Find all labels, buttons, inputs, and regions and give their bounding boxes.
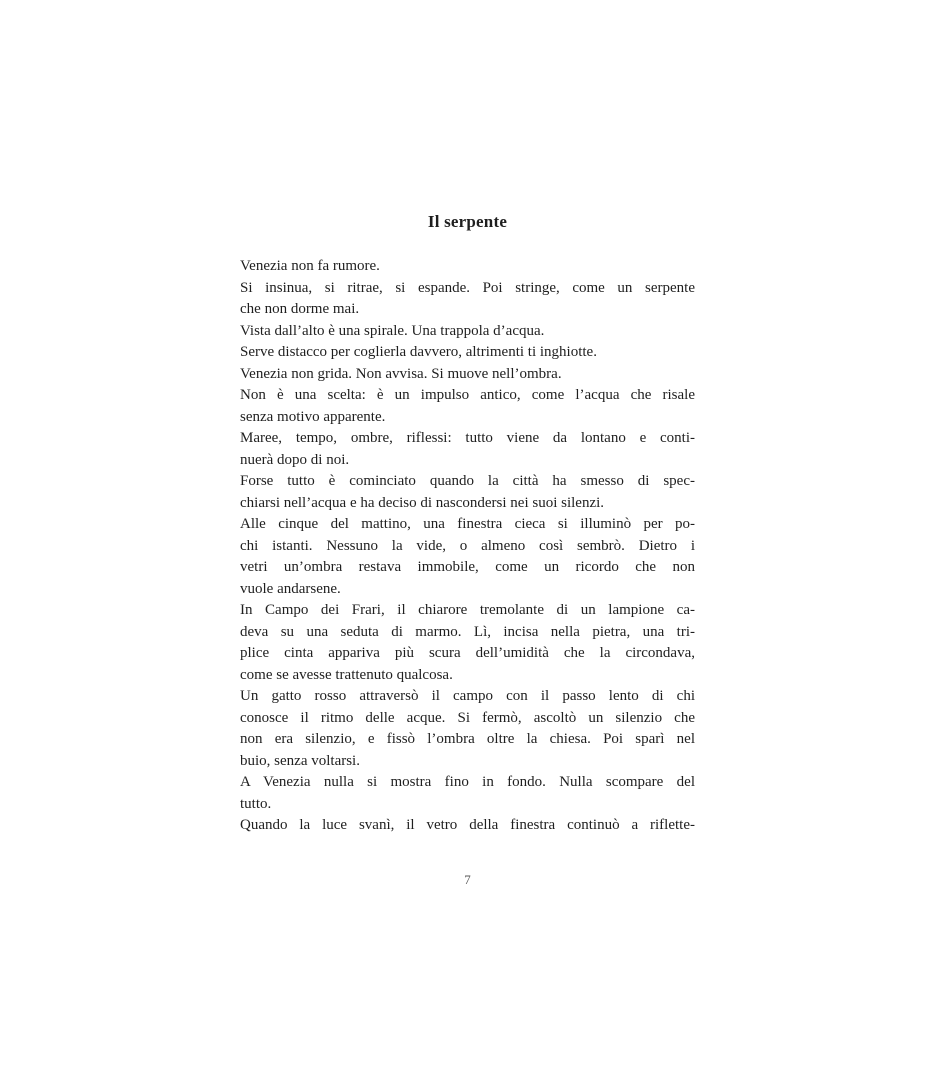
text-line: senza motivo apparente.: [240, 408, 386, 425]
text-line: Vista dall’alto è una spirale. Una trappola d’acqua.: [240, 322, 545, 339]
text-line: chiarsi nell’acqua e ha deciso di nascondersi nei suoi silenzi.: [240, 494, 605, 511]
text-line: che non dorme mai.: [240, 301, 360, 317]
text-line: chi istanti. Nessuno la vide, o almeno così sembrò. Dietro i: [240, 537, 695, 554]
text-line: Si insinua, si ritrae, si espande. Poi stringe, come un serpente: [240, 279, 695, 296]
text-line: nuerà dopo di noi.: [240, 451, 350, 468]
text-line: Serve distacco per coglierla davvero, altrimenti ti inghiotte.: [240, 344, 597, 360]
text-line: Non è una scelta: è un impulso antico, come l’acqua che risale: [240, 387, 695, 403]
text-line: deva su una seduta di marmo. Lì, incisa nella pietra, una tri-: [240, 623, 695, 640]
text-line: Un gatto rosso attraversò il campo con il passo lento di chi: [240, 688, 695, 704]
body-text: [240, 256, 695, 837]
page-number: 7: [464, 872, 471, 887]
text-line: In Campo dei Frari, il chiarore tremolante di un lampione ca-: [240, 602, 695, 618]
text-line: vuole andarsene.: [240, 580, 341, 597]
text-line: conosce il ritmo delle acque. Si fermò, ascoltò un silenzio che: [240, 709, 695, 726]
text-line: Maree, tempo, ombre, riflessi: tutto viene da lontano e conti-: [240, 430, 695, 446]
text-line: A Venezia nulla si mostra fino in fondo. Nulla scompare del: [240, 774, 695, 790]
text-line: non era silenzio, e fissò l’ombra oltre la chiesa. Poi sparì nel: [240, 731, 695, 747]
text-line: tutto.: [240, 795, 272, 812]
text-line: come se avesse trattenuto qualcosa.: [240, 666, 453, 683]
chapter-title: Il serpente: [427, 212, 508, 231]
text-line: buio, senza voltarsi.: [240, 752, 360, 769]
text-line: plice cinta appariva più scura dell’umidità che la circondava,: [240, 645, 695, 661]
text-line: Alle cinque del mattino, una finestra cieca si illuminò per po-: [240, 516, 695, 532]
text-line: Quando la luce svanì, il vetro della finestra continuò a riflette-: [240, 817, 695, 833]
text-line: Venezia non grida. Non avvisa. Si muove nell’ombra.: [240, 365, 562, 382]
text-line: Forse tutto è cominciato quando la città ha smesso di spec-: [240, 473, 695, 489]
text-line: vetri un’ombra restava immobile, come un ricordo che non: [240, 559, 695, 575]
text-line: Venezia non fa rumore.: [240, 258, 380, 274]
